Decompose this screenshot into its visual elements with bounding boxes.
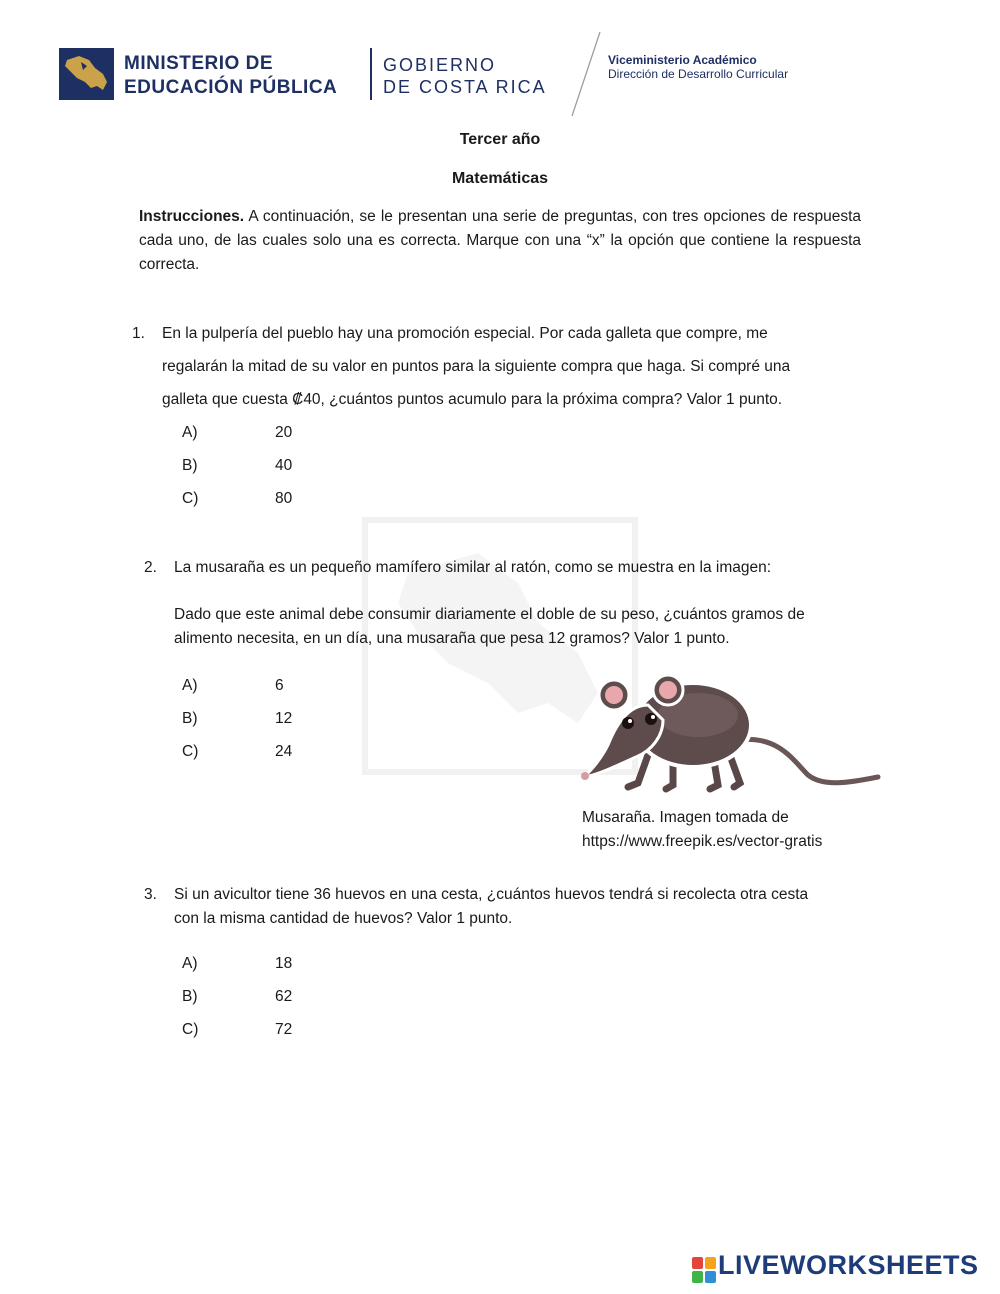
shrew-caption-line-1: Musaraña. Imagen tomada de bbox=[582, 809, 789, 826]
ministry-name bbox=[124, 52, 337, 100]
grade-title: Tercer año bbox=[459, 131, 541, 148]
shrew-caption bbox=[582, 806, 822, 854]
q1-option-a-value: 20 bbox=[275, 424, 293, 441]
question-2-number: 2. bbox=[144, 559, 157, 576]
q3-option-c-label[interactable]: C) bbox=[182, 1021, 199, 1038]
q3-option-a-value: 18 bbox=[275, 955, 293, 972]
question-1-number: 1. bbox=[132, 325, 145, 342]
q2-option-c-label[interactable]: C) bbox=[182, 743, 199, 760]
ministry-line-1: MINISTERIO DE bbox=[124, 53, 274, 74]
vice-ministry-subtitle: Dirección de Desarrollo Curricular bbox=[608, 67, 789, 81]
government-name bbox=[383, 54, 547, 98]
q2-option-b-label[interactable]: B) bbox=[182, 710, 198, 727]
q2-option-b-value: 12 bbox=[275, 710, 293, 727]
question-3-line-1: Si un avicultor tiene 36 huevos en una cesta, ¿cuántos huevos tendrá si recolecta otra cesta bbox=[174, 886, 809, 903]
shrew-illustration bbox=[578, 665, 888, 805]
question-3-number: 3. bbox=[144, 886, 157, 903]
question-3-line-2: con la misma cantidad de huevos? Valor 1 punto. bbox=[174, 910, 513, 927]
q3-option-c-value: 72 bbox=[275, 1021, 293, 1038]
ministry-logo bbox=[59, 48, 114, 100]
question-1-line-1: En la pulpería del pueblo hay una promoción especial. Por cada galleta que compre, me bbox=[162, 325, 768, 342]
costa-rica-map-icon bbox=[59, 48, 114, 100]
government-line-2: DE COSTA RICA bbox=[383, 77, 547, 97]
header-divider bbox=[370, 48, 372, 100]
q2-option-c-value: 24 bbox=[275, 743, 293, 760]
shrew-caption-source: https://www.freepik.es/vector-gratis bbox=[582, 833, 823, 850]
q3-option-a-label[interactable]: A) bbox=[182, 955, 198, 972]
question-2-line-1: Dado que este animal debe consumir diariamente el doble de su peso, ¿cuántos gramos de bbox=[174, 606, 805, 623]
liveworksheets-brand: LIVEWORKSHEETS bbox=[718, 1250, 979, 1280]
liveworksheets-logo-icon bbox=[692, 1257, 716, 1283]
subject-title: Matemáticas bbox=[451, 170, 549, 187]
government-line-1: GOBIERNO bbox=[383, 55, 497, 75]
vice-ministry-title: Viceministerio Académico bbox=[608, 53, 757, 67]
q3-option-b-label[interactable]: B) bbox=[182, 988, 198, 1005]
question-2-intro: La musaraña es un pequeño mamífero similar al ratón, como se muestra en la imagen: bbox=[174, 559, 772, 576]
question-1-line-2: regalarán la mitad de su valor en puntos para la siguiente compra que haga. Si compré una bbox=[162, 358, 791, 375]
instructions-text: A continuación, se le presentan una serie de preguntas, con tres opciones de respuesta cada uno, de las cuales solo una es correcta. Marque con una “x” la opción que contiene la respuesta correcta. bbox=[139, 208, 861, 273]
instructions bbox=[139, 205, 861, 277]
q3-option-b-value: 62 bbox=[275, 988, 293, 1005]
q1-option-a-label[interactable]: A) bbox=[182, 424, 198, 441]
instructions-label: Instrucciones. bbox=[139, 208, 245, 225]
q1-option-c-label[interactable]: C) bbox=[182, 490, 199, 507]
q1-option-c-value: 80 bbox=[275, 490, 293, 507]
question-1-line-3: galleta que cuesta ₡40, ¿cuántos puntos acumulo para la próxima compra? Valor 1 punto. bbox=[162, 391, 783, 408]
q2-option-a-value: 6 bbox=[275, 677, 284, 694]
q2-option-a-label[interactable]: A) bbox=[182, 677, 198, 694]
q1-option-b-value: 40 bbox=[275, 457, 293, 474]
q1-option-b-label[interactable]: B) bbox=[182, 457, 198, 474]
question-2-line-2: alimento necesita, en un día, una musaraña que pesa 12 gramos? Valor 1 punto. bbox=[174, 630, 730, 647]
ministry-line-2: EDUCACIÓN PÚBLICA bbox=[124, 77, 338, 98]
